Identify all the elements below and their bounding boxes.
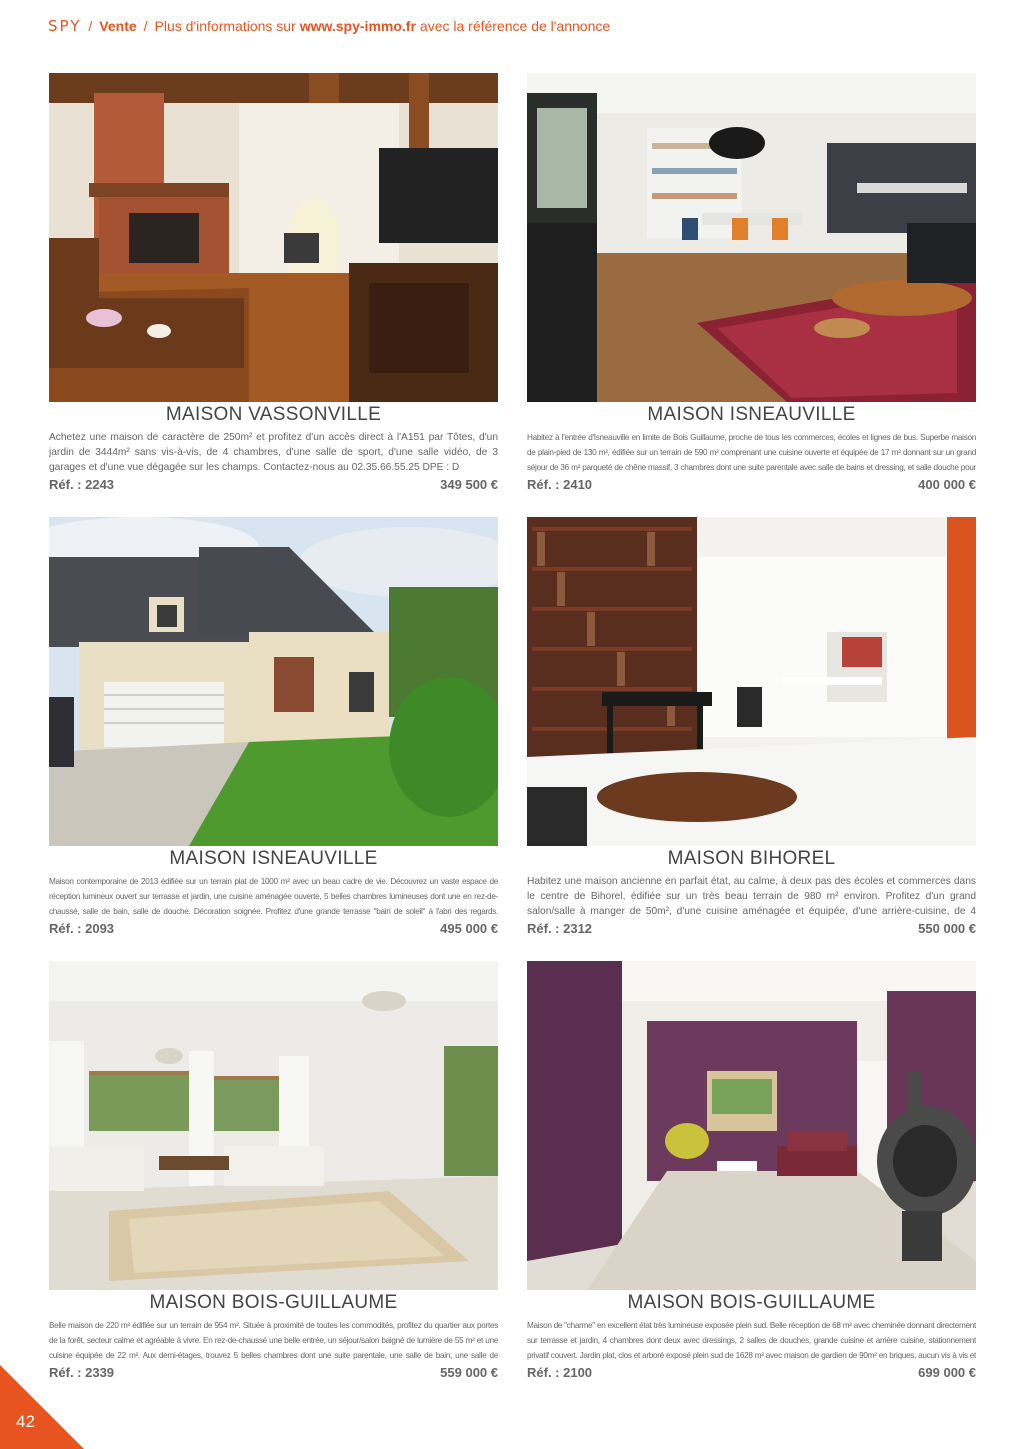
listing-title: MAISON ISNEAUVILLE bbox=[169, 848, 378, 869]
listing-photo[interactable] bbox=[527, 961, 976, 1290]
page-header bbox=[48, 14, 610, 38]
breadcrumb-separator: / bbox=[88, 18, 93, 34]
listing-photo[interactable] bbox=[49, 517, 498, 846]
spy-logo: SPY bbox=[48, 17, 82, 35]
listing-description: Belle maison de 220 m² édifiée sur un terrain de 954 m². Située à proximité de toutes les commodités, profitez du quartier aux portes de la forêt, secteur calme et agréable à vivre. En rez-de-chaussé une belle entrée, un séjour/salon baigné de lumière de 55 m² et une cuisine équipée de 22 m². Aux demi-étages, trouvez 5 belles chambres dont une suite parentale, une salle de bain, une salle de bbox=[49, 1321, 498, 1360]
listing-price: 349 500 € bbox=[440, 477, 498, 492]
listing-description: Maison contemporaine de 2013 édifiée sur un terrain plat de 1000 m² avec un beau cadre de vie. Découvrez un vaste espace de réception lumineux ouvert sur terrasse et jardin, une cuisine aménagée ouverte, 5 belles chambres lumineuses dont une en rez-de-chaussé, salle de bain, salle de douche. Décoration soignée. Profitez d'une grande terrasse "bain de soleil" à l'abri des regards. bbox=[49, 877, 498, 916]
listing-price: 559 000 € bbox=[440, 1365, 498, 1380]
listing-description: Achetez une maison de caractère de 250m² et profitez d'un accès direct à l'A151 par Tôtes, d'un jardin de 3444m² sans vis-à-vis, de 4 chambres, d'une salle de sport, d'une salle vidéo, de 3 garages et d'une vue dégagée sur les champs. Contactez-nous au 02.35.66.55.25 DPE : D bbox=[49, 432, 498, 473]
breadcrumb-section: Vente bbox=[99, 18, 137, 34]
listing-photo[interactable] bbox=[527, 517, 976, 846]
listing-title: MAISON BOIS-GUILLAUME bbox=[627, 1292, 876, 1313]
listing-photo[interactable] bbox=[49, 73, 498, 402]
page-number: 42 bbox=[16, 1412, 35, 1431]
listing-title: MAISON BOIS-GUILLAUME bbox=[149, 1292, 398, 1313]
website-link[interactable]: www.spy-immo.fr bbox=[299, 18, 416, 34]
listing-reference: Réf. : 2243 bbox=[49, 477, 115, 492]
listing-price: 699 000 € bbox=[918, 1365, 976, 1380]
listing-reference: Réf. : 2410 bbox=[527, 477, 593, 492]
breadcrumb-separator-2: / bbox=[143, 18, 148, 34]
listing-photo[interactable] bbox=[527, 73, 976, 402]
page-corner bbox=[0, 1365, 84, 1449]
listing-description: Habitez à l'entrée d'Isneauville en limite de Bois Guillaume, proche de tous les commerces, écoles et lignes de bus. Superbe maison de plain-pied de 130 m², édifiée sur un terrain de 590 m² comprenant une cuisine ouverte et équipée de 17 m² donnant sur un grand séjour de 36 m² parqueté de chêne massif, 3 chambres dont une suite parentale avec salle de bains et dressing, et salle douche pour bbox=[527, 433, 976, 472]
listing-price: 550 000 € bbox=[918, 921, 976, 936]
listing-title: MAISON ISNEAUVILLE bbox=[647, 404, 856, 425]
listing-price: 495 000 € bbox=[440, 921, 498, 936]
listing-photo[interactable] bbox=[49, 961, 498, 1290]
listing-reference: Réf. : 2312 bbox=[527, 921, 593, 936]
info-prefix: Plus d'informations sur bbox=[154, 18, 296, 34]
listing-price: 400 000 € bbox=[918, 477, 976, 492]
listing-reference: Réf. : 2093 bbox=[49, 921, 115, 936]
listing-reference: Réf. : 2100 bbox=[527, 1365, 593, 1380]
listing-reference: Réf. : 2339 bbox=[49, 1365, 115, 1380]
listing-description: Habitez une maison ancienne en parfait état, au calme, à deux pas des écoles et commerces dans le centre de Bihorel, édifiée sur un très beau terrain de 980 m² environ. Profitez d'un grand salon/salle à manger de 50m², d'une cuisine aménagée et équipée, d'une arrière-cuisine, de 4 bbox=[527, 876, 976, 917]
listing-title: MAISON BIHOREL bbox=[667, 848, 836, 869]
listing-description: Maison de "charme" en excellent état très lumineuse exposée plein sud. Belle réception de 68 m² avec cheminée donnant directement sur terrasse et jardin, 4 chambres dont deux avec dressings, 2 salles de douches, grande cuisine et arrière cuisine, stationnement privatif couvert. Jardin plat, clos et arboré exposé plein sud de 1628 m² avec maison de gardien de 90m² en briques, aucun vis à vis et bbox=[527, 1321, 976, 1360]
listing-title: MAISON VASSONVILLE bbox=[165, 404, 382, 425]
info-suffix: avec la référence de l'annonce bbox=[419, 18, 611, 34]
